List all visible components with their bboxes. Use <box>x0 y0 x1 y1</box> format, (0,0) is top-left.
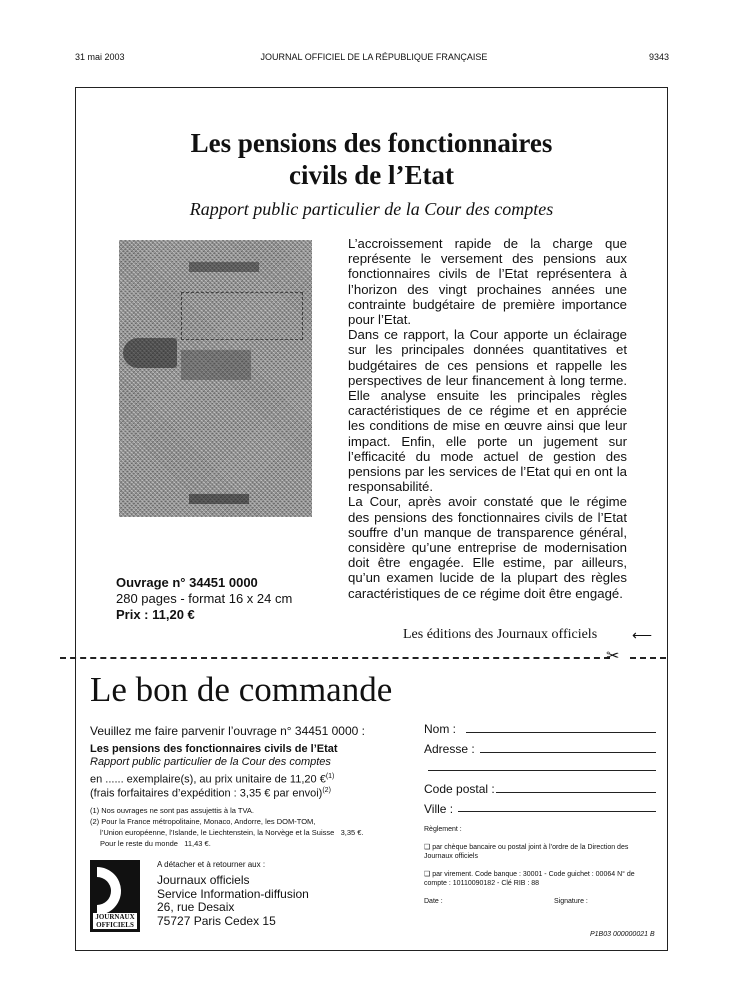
ad-subtitle: Rapport public particulier de la Cour des comptes <box>189 199 554 219</box>
header-page-number: 9343 <box>648 52 669 62</box>
shipping-text: (frais forfaitaires d’expédition : 3,35 € par envoi) <box>90 787 323 800</box>
postal-code-field[interactable] <box>496 792 656 793</box>
payment-transfer-option[interactable]: ❑ par virement. Code banque : 30001 - Code guichet : 00064 N° de compte : 10110090182 - Clé RIB : 88 <box>424 871 635 887</box>
order-quantity-line: en ...... exemplaire(s), au prix unitaire de 11,20 €$^{(1)}$ <box>90 773 335 786</box>
form-reference: P1B03 000000021 B <box>590 931 655 938</box>
footnote-shipping-b: l’Union européenne, l’Islande, le Liechtenstein, la Norvège et la Suisse 3,35 €. <box>100 828 364 837</box>
return-address: Journaux officiels Service Information-diffusion 26, rue Desaix 75727 Paris Cedex 15 <box>157 873 309 928</box>
city-field[interactable] <box>458 811 656 812</box>
scissors-icon: ✂ <box>606 648 620 665</box>
quantity-text: en ...... exemplaire(s), au prix unitaire de 11,20 € <box>90 773 326 786</box>
header-journal: JOURNAL OFFICIEL DE LA RÉPUBLIQUE FRANÇAISE <box>260 52 488 62</box>
order-book-title: Les pensions des fonctionnaires civils de l’Etat <box>90 743 338 755</box>
detach-instruction: A détacher et à retourner aux : <box>157 860 266 869</box>
order-shipping-line: (frais forfaitaires d’expédition : 3,35 € par envoi)$^{(2)}$ <box>90 787 331 800</box>
ad-title-line2: civils de l’Etat <box>289 160 454 190</box>
payment-label: Règlement : <box>424 826 462 833</box>
address-field[interactable] <box>480 752 656 753</box>
ad-paragraph: Dans ce rapport, la Cour apporte un éclairage sur les principales données quantitatives et budgétaires de ces pensions et rappelle les perspectives de leur financement à long terme. Elle analyse ensuite les principales règles caractéristiques de ce régime et en apprécie les conditions de mise en œuvre ainsi que leur impact. Enfin, elle porte un jugement sur l’efficacité du mode actuel de gestion des pensions par les services de l’Etat qui en ont la responsabilité. <box>348 327 627 495</box>
ad-paragraph: L’accroissement rapide de la charge que représente le versement des pensions aux fonctionnaires civils de l’Etat représentera à l’horizon des vingt prochaines années une contrainte budgétaire de première importance pour l’Etat. <box>348 236 627 328</box>
footnote-vat: (1) Nos ouvrages ne sont pas assujettis à la TVA. <box>90 806 254 815</box>
address-label: Adresse : <box>424 742 475 756</box>
signature-label: Signature : <box>554 898 588 905</box>
address-field-line2[interactable] <box>428 770 656 771</box>
date-label: Date : <box>424 898 443 905</box>
city-label: Ville : <box>424 802 454 816</box>
ad-title-line1: Les pensions des fonctionnaires <box>190 128 553 158</box>
order-form-title: Le bon de commande <box>90 670 393 709</box>
publisher-line: Les éditions des Journaux officiels <box>403 627 598 642</box>
footnote-shipping-c: Pour le reste du monde 11,43 €. <box>100 839 211 848</box>
book-format: 280 pages - format 16 x 24 cm <box>116 591 293 606</box>
ad-description <box>348 236 627 601</box>
book-price: Prix : 11,20 € <box>116 607 195 622</box>
ad-paragraph: La Cour, après avoir constaté que le régime des pensions des fonctionnaires civils de l’Etat souffre d’un manque de transparence général, considère qu’une entreprise de modernisation doit être engagée. Elle estime, par ailleurs, qu’un examen lucide de la plupart des règles caractéristiques de ce régime doit être engagé. <box>348 494 627 601</box>
order-book-subtitle: Rapport public particulier de la Cour des comptes <box>90 756 331 768</box>
postal-code-label: Code postal : <box>424 782 495 796</box>
payment-cheque-option[interactable]: ❑ par chèque bancaire ou postal joint à l’ordre de la Direction des Journaux officiels <box>424 844 629 860</box>
order-request: Veuillez me faire parvenir l’ouvrage n° 34451 0000 : <box>90 724 365 738</box>
book-reference: Ouvrage n° 34451 0000 <box>116 575 258 590</box>
arrow-left-icon: ⟵ <box>632 627 653 643</box>
name-field[interactable] <box>466 732 656 733</box>
name-label: Nom : <box>424 722 457 736</box>
journaux-officiels-logo: JOURNAUX OFFICIELS <box>90 860 140 932</box>
book-info <box>116 575 292 623</box>
header-date: 31 mai 2003 <box>75 52 125 62</box>
book-cover-image <box>119 240 312 517</box>
footnote-shipping-a: (2) Pour la France métropolitaine, Monaco, Andorre, les DOM-TOM, <box>90 817 316 826</box>
